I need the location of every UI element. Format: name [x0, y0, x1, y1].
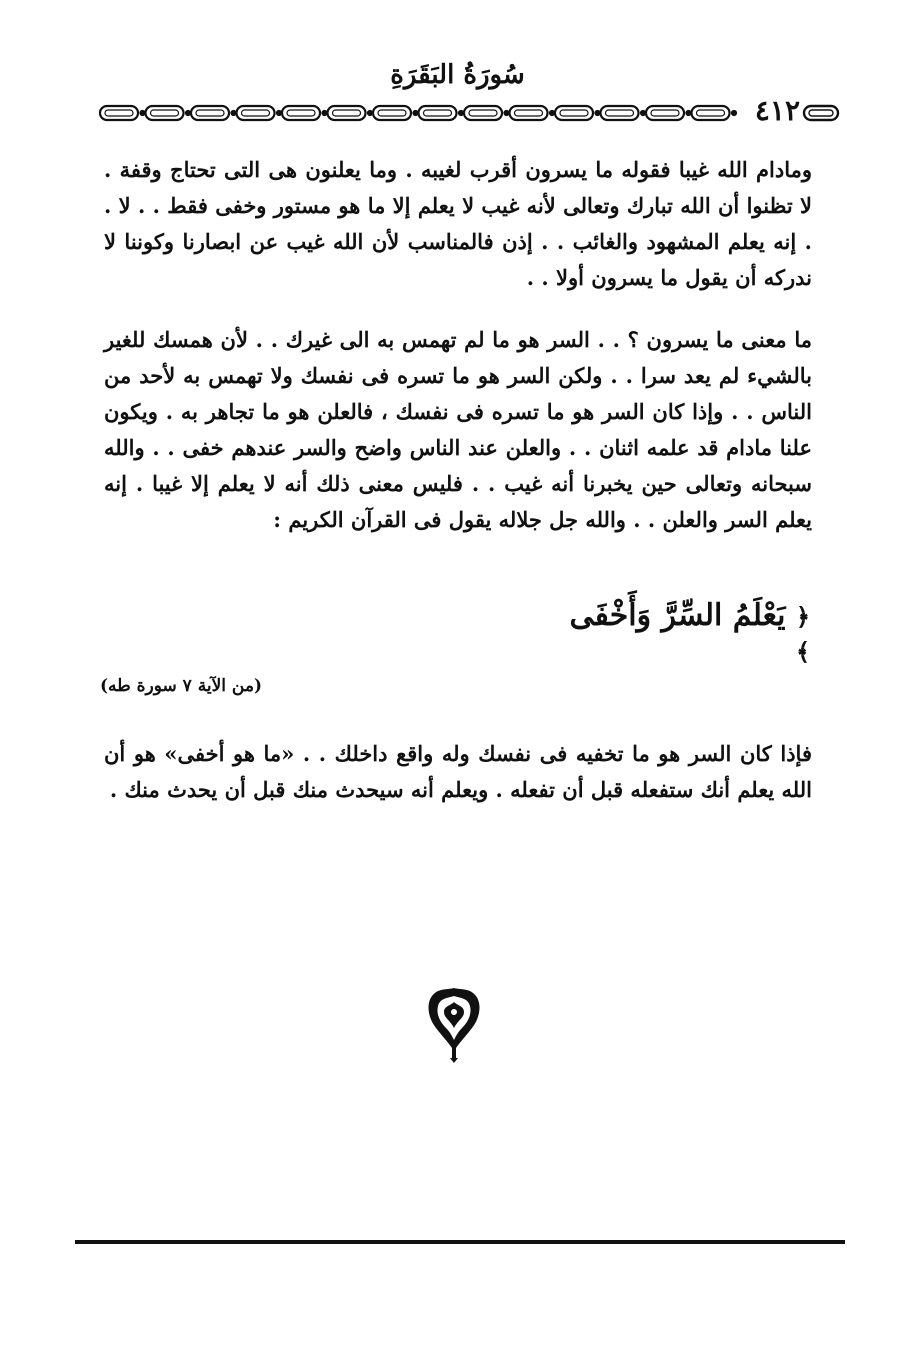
verse-close-bracket: ﴾ — [795, 637, 810, 666]
border-link-inner — [151, 110, 179, 116]
border-link — [146, 106, 184, 120]
border-link — [692, 106, 730, 120]
border-link-inner — [651, 110, 679, 116]
border-dot — [141, 111, 145, 115]
border-link-inner — [196, 110, 224, 116]
border-link-inner — [606, 110, 634, 116]
border-link — [464, 106, 502, 120]
border-dot — [641, 111, 645, 115]
border-link-inner — [469, 110, 497, 116]
border-link — [237, 106, 275, 120]
border-dot — [732, 111, 736, 115]
ornamental-border-band — [98, 104, 748, 122]
border-link-inner — [242, 110, 270, 116]
border-dot — [550, 111, 554, 115]
border-dot — [323, 111, 327, 115]
border-link — [601, 106, 639, 120]
border-link — [419, 106, 457, 120]
border-dot — [687, 111, 691, 115]
border-link-inner — [105, 110, 133, 116]
surah-title: سُورَةُ البَقَرَةِ — [390, 60, 525, 90]
border-dot — [459, 111, 463, 115]
border-dot — [414, 111, 418, 115]
border-link — [373, 106, 411, 120]
border-link-inner — [515, 110, 543, 116]
border-link-inner — [333, 110, 361, 116]
border-link-inner — [378, 110, 406, 116]
paragraph-1: ومادام الله غيبا فقوله ما يسرون أقرب لغيبه . وما يعلنون هى التى تحتاج وقفة . لا تظنوا أن الله تبارك وتعالى لأنه غيب لا يعلم إلا ما هو مستور وخفى فقط . . لا . . إنه يعلم المشهود والغائب . . إذن فالمناسب لأن الله غيب عن ابصارنا وكوننا لا ندركه أن يقول ما يسرون أولا . . — [104, 157, 812, 290]
quran-verse — [560, 598, 810, 668]
verse-open-bracket: ﴿ — [795, 602, 810, 631]
border-dot — [505, 111, 509, 115]
border-dot — [368, 111, 372, 115]
border-link-inner — [287, 110, 315, 116]
paragraph-3: فإذا كان السر هو ما تخفيه فى نفسك وله واقع داخلك . . «ما هو أخفى» هو أن الله يعلم أنك ستفعله قبل أن تفعله . ويعلم أنه سيحدث منك قبل أن يحدث منك . — [104, 741, 812, 802]
header-border-row — [98, 94, 840, 128]
border-link — [100, 106, 138, 120]
verse-text: يَعْلَمُ السِّرَّ وَأَخْفَى — [569, 598, 786, 633]
ornamental-end-cap — [802, 104, 840, 122]
border-link-inner — [697, 110, 725, 116]
verse-reference: (من الآية ٧ سورة طه) — [100, 676, 263, 696]
border-dot — [232, 111, 236, 115]
border-dot — [186, 111, 190, 115]
border-link-inner — [424, 110, 452, 116]
border-dot — [277, 111, 281, 115]
border-link — [510, 106, 548, 120]
page-number: ٤١٢ — [754, 94, 800, 127]
border-dot — [596, 111, 600, 115]
border-link — [555, 106, 593, 120]
floral-ornament-icon — [424, 984, 484, 1064]
border-link — [328, 106, 366, 120]
paragraph-2: ما معنى ما يسرون ؟ . . السر هو ما لم تهمس به الى غيرك . . لأن همسك للغير بالشيء لم يعد سرا . . ولكن السر هو ما تسره فى نفسك ولا تهمس به لأحد من الناس . . وإذا كان السر هو ما تسره فى نفسك ، فالعلن هو ما تجاهر به . ويكون علنا مادام قد علمه اثنان . . والعلن عند الناس واضح والسر عندهم خفى . . والله سبحانه وتعالى حين يخبرنا أنه غيب . . فليس معنى ذلك أنه لا يعلم إلا غيبا . إنه يعلم السر والعلن . . والله جل جلاله يقول فى القرآن الكريم : — [104, 327, 812, 532]
border-link — [646, 106, 684, 120]
border-link-inner — [560, 110, 588, 116]
footer-rule — [75, 1240, 845, 1244]
border-link — [191, 106, 229, 120]
border-link — [282, 106, 320, 120]
